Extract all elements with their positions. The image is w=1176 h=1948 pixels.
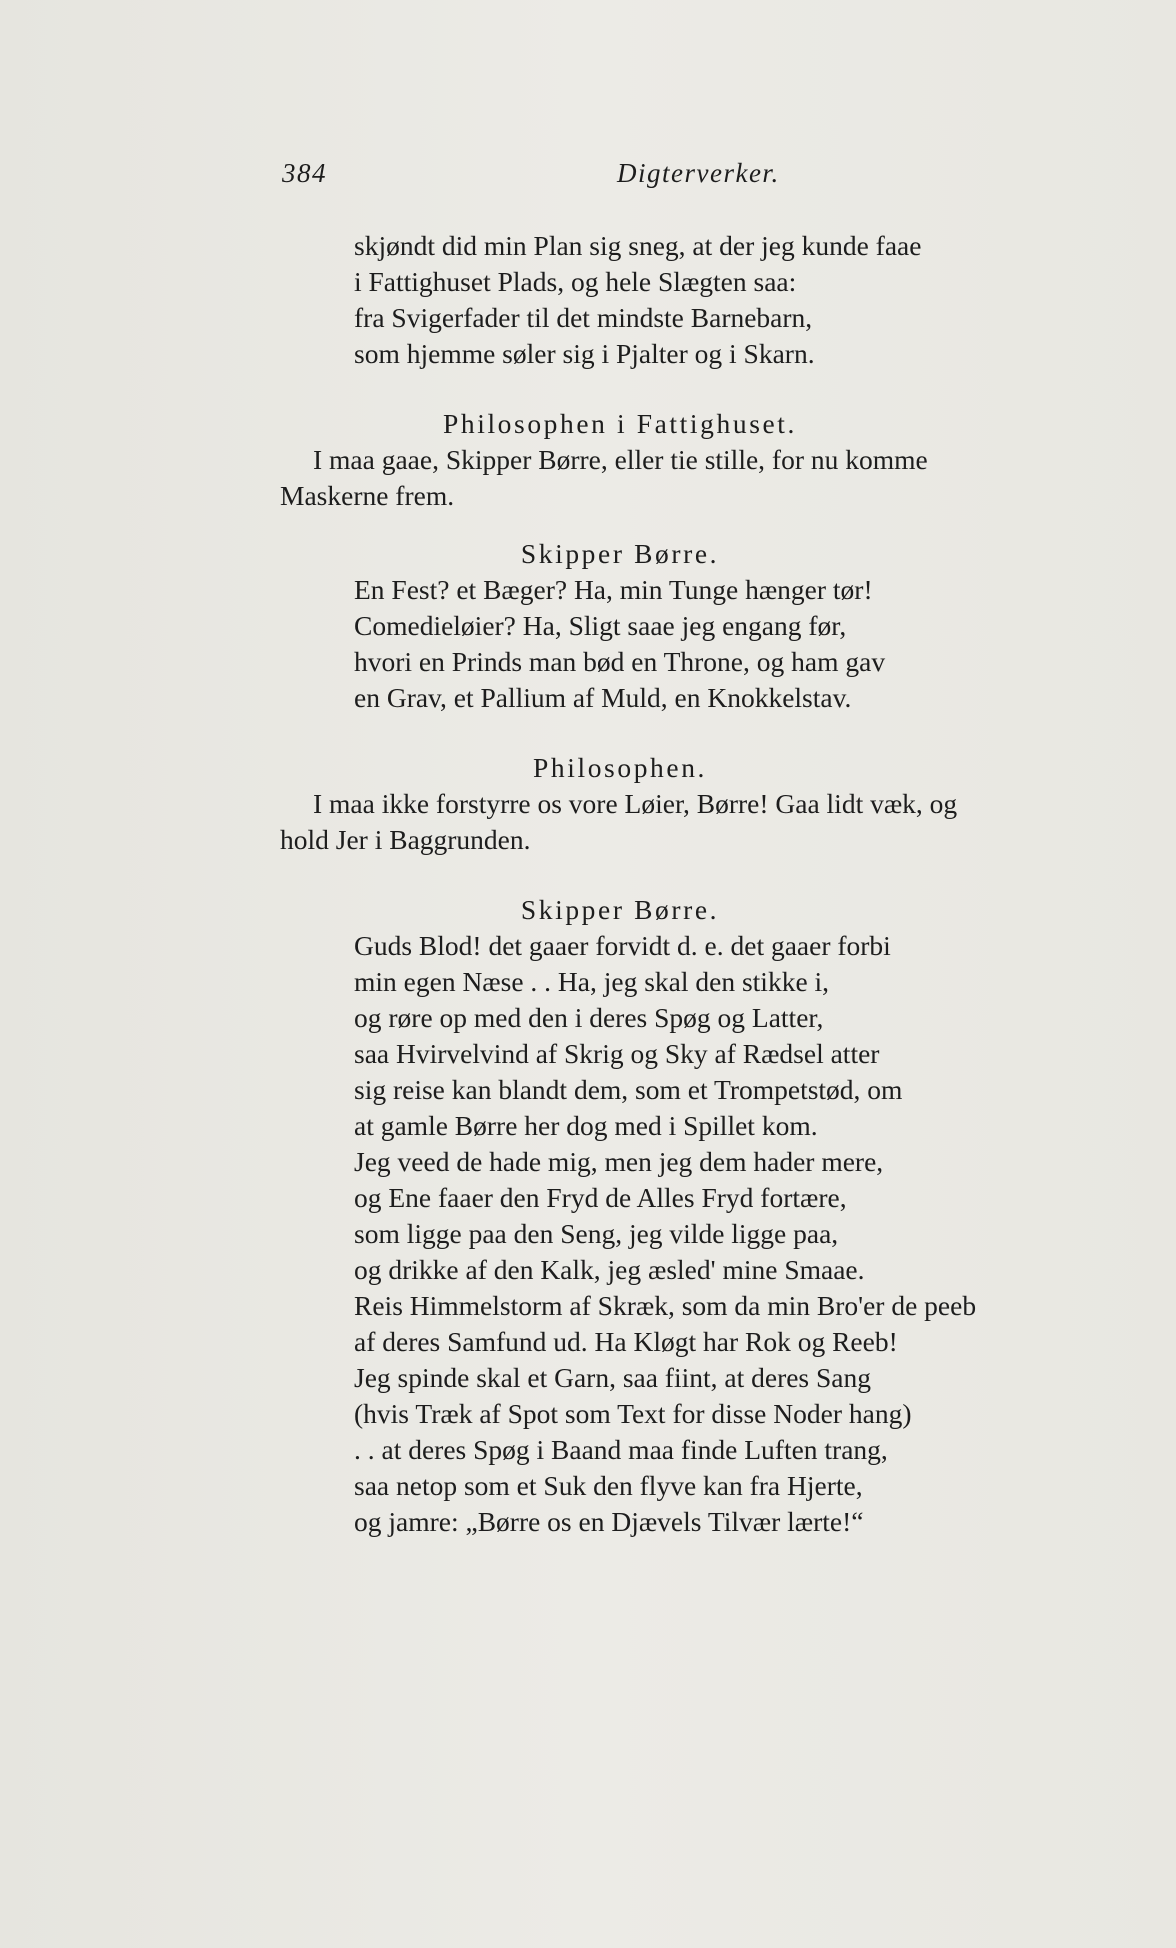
verse-line: saa Hvirvelvind af Skrig og Sky af Rædsel atter [354, 1038, 880, 1069]
verse-line: En Fest? et Bæger? Ha, min Tunge hænger tør! [354, 574, 873, 605]
verse-line: Guds Blod! det gaaer forvidt d. e. det gaaer forbi [354, 930, 891, 961]
verse-line: af deres Samfund ud. Ha Kløgt har Rok og Reeb! [354, 1326, 898, 1357]
speaker-name: Skipper Børre. [520, 538, 720, 569]
verse-line: hvori en Prinds man bød en Throne, og ham gav [354, 646, 886, 677]
verse-line: Comedieløier? Ha, Sligt saae jeg engang før, [354, 610, 847, 641]
verse-line: . . at deres Spøg i Baand maa finde Luften trang, [354, 1434, 888, 1465]
verse-block [354, 228, 1140, 372]
verse-line: min egen Næse . . Ha, jeg skal den stikke i, [354, 966, 830, 997]
verse-line: sig reise kan blandt dem, som et Trompetstød, om [354, 1074, 903, 1105]
verse-line: Reis Himmelstorm af Skræk, som da min Bro'er de peeb [354, 1290, 977, 1321]
prose-line: hold Jer i Baggrunden. [280, 824, 531, 855]
verse-line: i Fattighuset Plads, og hele Slægten saa: [354, 266, 797, 297]
prose-paragraph [280, 786, 1133, 858]
page-header [282, 158, 802, 194]
verse-line: som ligge paa den Seng, jeg vilde ligge paa, [354, 1218, 839, 1249]
speaker-name: Philosophen. [532, 752, 708, 783]
verse-line: Jeg veed de hade mig, men jeg dem hader mere, [354, 1146, 884, 1177]
verse-block [354, 572, 1140, 716]
prose-paragraph [280, 442, 1133, 514]
verse-line: og jamre: „Børre os en Djævels Tilvær lærte!“ [354, 1506, 864, 1537]
verse-line: og Ene faaer den Fryd de Alles Fryd fortære, [354, 1182, 847, 1213]
speaker-name: Philosophen i Fattighuset. [442, 408, 798, 439]
verse-line: og røre op med den i deres Spøg og Latter, [354, 1002, 824, 1033]
verse-line: (hvis Træk af Spot som Text for disse Noder hang) [354, 1398, 912, 1429]
speaker-name: Skipper Børre. [520, 894, 720, 925]
verse-line: saa netop som et Suk den flyve kan fra Hjerte, [354, 1470, 863, 1501]
verse-line: som hjemme søler sig i Pjalter og i Skarn. [354, 338, 815, 369]
verse-line: at gamle Børre her dog med i Spillet kom. [354, 1110, 818, 1141]
page-number: 384 [282, 158, 327, 188]
prose-line: Maskerne frem. [280, 480, 455, 511]
prose-line: I maa ikke forstyrre os vore Løier, Børre! Gaa lidt væk, og [313, 788, 958, 819]
prose-line: I maa gaae, Skipper Børre, eller tie stille, for nu komme [313, 444, 928, 475]
verse-line: en Grav, et Pallium af Muld, en Knokkelstav. [354, 682, 852, 713]
verse-line: fra Svigerfader til det mindste Barnebarn, [354, 302, 813, 333]
verse-block [354, 928, 1140, 1540]
page-body [280, 228, 1140, 1540]
running-title: Digterverker. [617, 158, 780, 188]
verse-line: skjøndt did min Plan sig sneg, at der jeg kunde faae [354, 230, 922, 261]
verse-line: og drikke af den Kalk, jeg æsled' mine Smaae. [354, 1254, 865, 1285]
verse-line: Jeg spinde skal et Garn, saa fiint, at deres Sang [354, 1362, 872, 1393]
